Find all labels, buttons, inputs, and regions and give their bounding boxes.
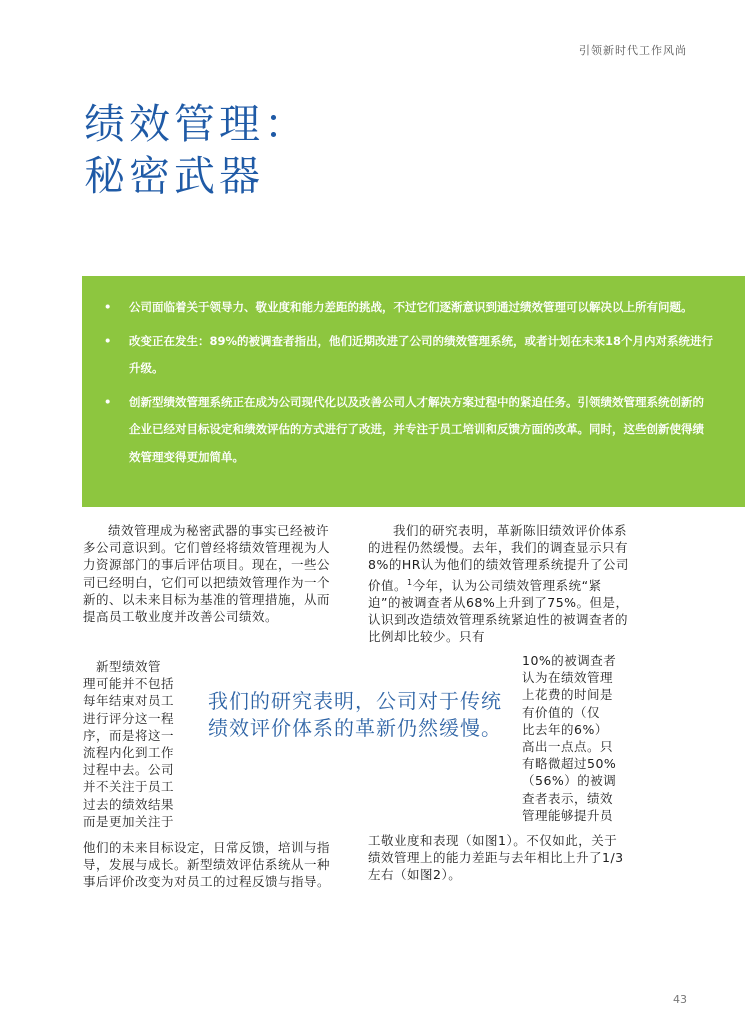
page-number: 43 xyxy=(673,993,687,1006)
highlight-item: • 改变正在发生：89%的被调查者指出，他们近期改进了公司的绩效管理系统，或者计划在未来18个月内对系统进行升级。 xyxy=(104,328,714,383)
left-paragraph-2-wrap: 新型绩效管 理可能并不包括 每年结束对员工 进行评分这一程 序，而是将这一 流程内化到工作 过程中去。公司 并不关注于员工 过去的绩效结果 而是更加关注于 xyxy=(83,659,175,829)
page-title xyxy=(84,98,309,202)
pull-quote: 我们的研究表明，公司对于传统绩效评价体系的革新仍然缓慢。 xyxy=(208,689,502,740)
highlight-item: • 创新型绩效管理系统正在成为公司现代化以及改善公司人才解决方案过程中的紧迫任务。引领绩效管理系统创新的企业已经对目标设定和绩效评估的方式进行了改进，并专注于员工培训和反馈方面的改革。同时，这些创新使得绩效管理变得更加简单。 xyxy=(104,389,714,472)
title-line-1: 绩效管理： xyxy=(84,100,309,148)
left-paragraph-2-tail: 他们的未来目标设定，日常反馈，培训与指导，发展与成长。新型绩效评估系统从一种事后评价改变为对员工的过程反馈与指导。 xyxy=(83,840,331,890)
highlight-item: • 公司面临着关于领导力、敬业度和能力差距的挑战，不过它们逐渐意识到通过绩效管理可以解决以上所有问题。 xyxy=(104,294,714,322)
highlights-list xyxy=(104,294,714,477)
right-paragraph-1: 我们的研究表明，革新陈旧绩效评价体系的进程仍然缓慢。去年，我们的调查显示只有8%的HR认为他们的绩效管理系统提升了公司价值。$^1$今年，认为公司绩效管理系统“紧迫”的被调查者从68%上升到了75%。但是，认识到改造绩效管理系统紧迫性的被调查者的比例却比较少。只有 xyxy=(368,523,629,645)
bullet-icon: • xyxy=(104,300,112,314)
running-header: 引领新时代工作风尚 xyxy=(579,44,687,57)
footnote-ref[interactable]: 1 xyxy=(407,577,413,587)
highlights-box xyxy=(82,276,745,507)
bullet-icon: • xyxy=(104,333,112,348)
left-paragraph-1: 绩效管理成为秘密武器的事实已经被许多公司意识到。它们曾经将绩效管理视为人力资源部门的事后评估项目。现在，一些公司已经明白，它们可以把绩效管理作为一个新的、以未来目标为基准的管理措施，从而提高员工敬业度并改善公司绩效。 xyxy=(83,523,331,625)
right-paragraph-tail: 工敬业度和表现（如图1）。不仅如此，关于绩效管理上的能力差距与去年相比上升了1/3左右（如图2）。 xyxy=(368,833,624,883)
title-line-2: 秘密武器 xyxy=(84,152,264,200)
bullet-icon: • xyxy=(104,394,112,409)
right-paragraph-wrap: 10%的被调查者 认为在绩效管理 上花费的时间是 有价值的（仅 比去年的6%） 高出一点点。只 有略微超过50% （56%）的被调 查者表示，绩效 管理能够提升员 xyxy=(522,653,617,823)
